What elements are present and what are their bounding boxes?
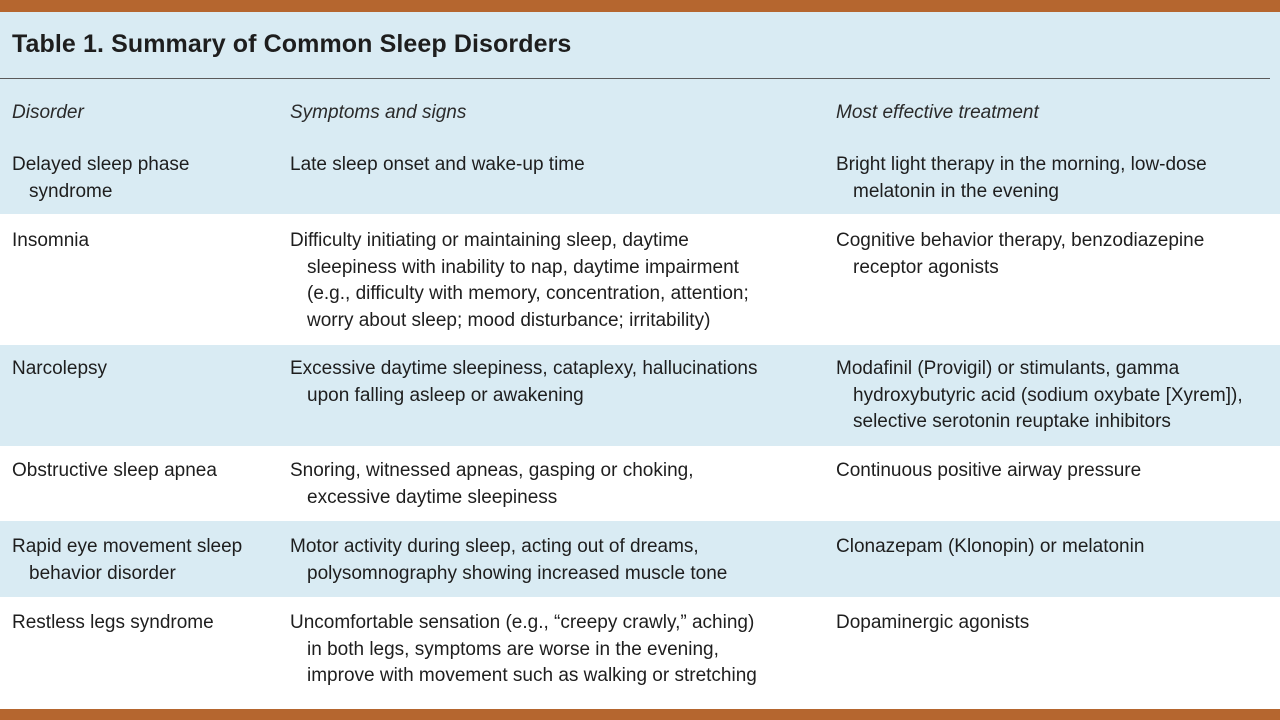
disorder-cell [12, 152, 189, 205]
disorder-cell [12, 534, 242, 587]
cell-text-line: Uncomfortable sensation (e.g., “creepy crawly,” aching) [290, 612, 755, 633]
symptoms-cell [290, 458, 693, 511]
cell-text-line: Clonazepam (Klonopin) or melatonin [836, 536, 1145, 557]
symptoms-cell [290, 610, 757, 690]
treatment-cell [836, 610, 1029, 637]
treatment-cell [836, 356, 1243, 436]
cell-text-line: Snoring, witnessed apneas, gasping or choking, [290, 460, 694, 481]
cell-text-line: Obstructive sleep apnea [12, 460, 217, 481]
disorder-cell [12, 228, 89, 255]
table-title: Table 1. Summary of Common Sleep Disorders [12, 30, 572, 58]
column-header-symptoms: Symptoms and signs [290, 102, 467, 123]
table-row [0, 446, 1280, 521]
cell-text-line: excessive daytime sleepiness [307, 486, 558, 508]
cell-text-line: Modafinil (Provigil) or stimulants, gamma [836, 358, 1180, 379]
treatment-cell [836, 458, 1141, 485]
cell-text-line: Dopaminergic agonists [836, 612, 1030, 633]
cell-text-line: melatonin in the evening [853, 180, 1059, 202]
symptoms-cell [290, 534, 727, 587]
cell-text-line: (e.g., difficulty with memory, concentration, attention; [307, 283, 749, 304]
table-header [0, 92, 1280, 136]
top-border [0, 0, 1280, 12]
cell-text-line: Bright light therapy in the morning, low-dose [836, 154, 1207, 175]
cell-text-line: receptor agonists [853, 256, 999, 278]
cell-text-line: syndrome [29, 180, 113, 202]
table-row [0, 521, 1280, 597]
disorder-cell [12, 356, 107, 383]
table-row [0, 214, 1280, 345]
cell-text-line: Restless legs syndrome [12, 612, 214, 633]
table-row [0, 597, 1280, 709]
cell-text-line: Difficulty initiating or maintaining sleep, daytime [290, 230, 689, 251]
cell-text-line: in both legs, symptoms are worse in the evening, [307, 638, 719, 660]
symptoms-cell [290, 152, 585, 179]
cell-text-line: Excessive daytime sleepiness, cataplexy, hallucinations [290, 358, 758, 379]
bottom-border [0, 709, 1280, 720]
table-row [0, 138, 1280, 214]
treatment-cell [836, 152, 1207, 205]
cell-text-line: hydroxybutyric acid (sodium oxybate [Xyrem]), [853, 384, 1243, 406]
cell-text-line: Narcolepsy [12, 358, 108, 379]
symptoms-cell [290, 356, 758, 409]
cell-text-line: improve with movement such as walking or stretching [307, 665, 757, 686]
symptoms-cell [290, 228, 749, 334]
treatment-cell [836, 534, 1144, 561]
cell-text-line: Continuous positive airway pressure [836, 460, 1142, 481]
cell-text-line: Rapid eye movement sleep [12, 536, 243, 557]
treatment-cell [836, 228, 1204, 281]
cell-text-line: upon falling asleep or awakening [307, 384, 584, 406]
cell-text-line: sleepiness with inability to nap, daytime impairment [307, 256, 739, 278]
column-header-disorder: Disorder [12, 102, 84, 123]
cell-text-line: worry about sleep; mood disturbance; irritability) [307, 309, 711, 331]
title-divider [0, 78, 1270, 79]
table-row [0, 345, 1280, 446]
disorder-cell [12, 458, 217, 485]
cell-text-line: Motor activity during sleep, acting out of dreams, [290, 536, 699, 557]
column-header-treatment: Most effective treatment [836, 102, 1039, 123]
disorder-cell [12, 610, 214, 637]
cell-text-line: selective serotonin reuptake inhibitors [853, 411, 1171, 432]
cell-text-line: Cognitive behavior therapy, benzodiazepine [836, 230, 1205, 251]
cell-text-line: Delayed sleep phase [12, 154, 190, 175]
cell-text-line: Late sleep onset and wake-up time [290, 154, 585, 175]
cell-text-line: polysomnography showing increased muscle tone [307, 562, 728, 584]
cell-text-line: behavior disorder [29, 562, 176, 584]
cell-text-line: Insomnia [12, 230, 90, 251]
